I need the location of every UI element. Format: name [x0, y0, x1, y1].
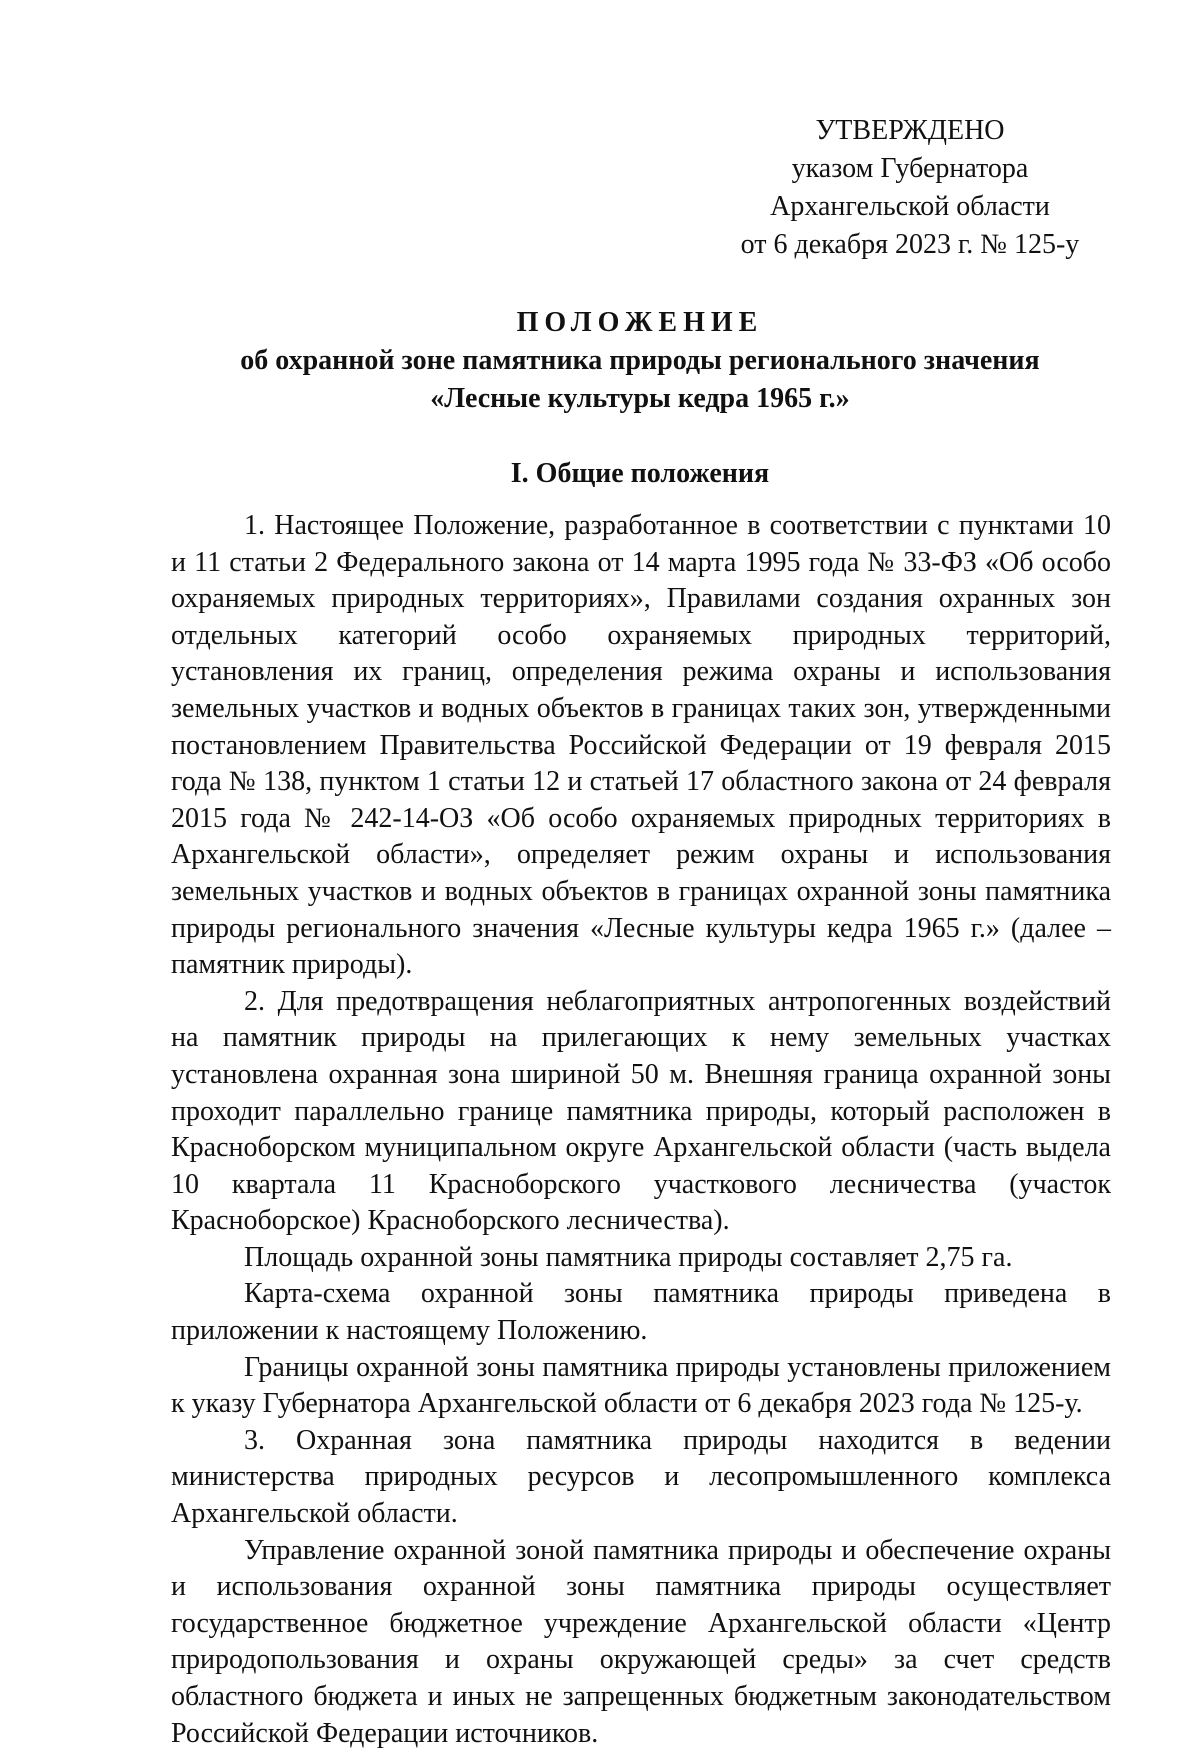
paragraph-3: 3. Охранная зона памятника природы находится в ведении министерства природных ресурсов и лесопромышленного комплекса Архангельской области.	[171, 1424, 1111, 1530]
approval-region: Архангельской области	[770, 191, 1050, 222]
paragraph-management: Управление охранной зоной памятника природы и обеспечение охраны и использования охранной зоны памятника природы осуществляет государственное бюджетное учреждение Архангельской области «Центр природопользования и охраны окружающей среды» за счет средств областного бюджета и иных не запрещенных бюджетным законодательством Российской Федерации источников.	[171, 1534, 1111, 1749]
approval-date-number: от 6 декабря 2023 г. № 125-у	[740, 229, 1080, 260]
approval-stamp	[700, 112, 1120, 264]
document-title	[170, 304, 1110, 418]
document-title-object-name: «Лесные культуры кедра 1965 г.»	[430, 383, 850, 414]
approval-issuer: указом Губернатора	[791, 153, 1029, 184]
document-title-main: ПОЛОЖЕНИЕ	[516, 307, 764, 338]
document-title-subject: об охранной зоне памятника природы регионального значения	[240, 345, 1040, 376]
section-heading: I. Общие положения	[510, 458, 770, 489]
paragraph-area: Площадь охранной зоны памятника природы составляет 2,75 га.	[244, 1241, 1013, 1273]
document-body	[171, 508, 1111, 1752]
paragraph-map-scheme: Карта-схема охранной зоны памятника природы приведена в приложении к настоящему Положению.	[171, 1278, 1111, 1347]
approval-status: УТВЕРЖДЕНО	[815, 115, 1005, 146]
paragraph-2: 2. Для предотвращения неблагоприятных антропогенных воздействий на памятник природы на прилегающих к нему земельных участках установлена охранная зона шириной 50 м. Внешняя граница охранной зоны проходит параллельно границе памятника природы, который расположен в Красноборском муниципальном округе Архангельской области (часть выдела 10 квартала 11 Красноборского участкового лесничества (участок Красноборское) Красноборского лесничества).	[171, 985, 1111, 1237]
paragraph-boundaries: Границы охранной зоны памятника природы установлены приложением к указу Губернатора Архангельской области от 6 декабря 2023 года № 125-у.	[171, 1351, 1111, 1420]
paragraph-1: 1. Настоящее Положение, разработанное в соответствии с пунктами 10 и 11 статьи 2 Федерального закона от 14 марта 1995 года № 33-ФЗ «Об особо охраняемых природных территориях», Правилами создания охранных зон отдельных категорий особо охраняемых природных территорий, установления их границ, определения режима охраны и использования земельных участков и водных объектов в границах таких зон, утвержденными постановлением Правительства Российской Федерации от 19 февраля 2015 года № 138, пунктом 1 статьи 12 и статьей 17 областного закона от 24 февраля 2015 года № 242-14-ОЗ «Об особо охраняемых природных территориях в Архангельской области», определяет режим охраны и использования земельных участков и водных объектов в границах охранной зоны памятника природы регионального значения «Лесные культуры кедра 1965 г.» (далее – памятник природы).	[171, 510, 1111, 981]
